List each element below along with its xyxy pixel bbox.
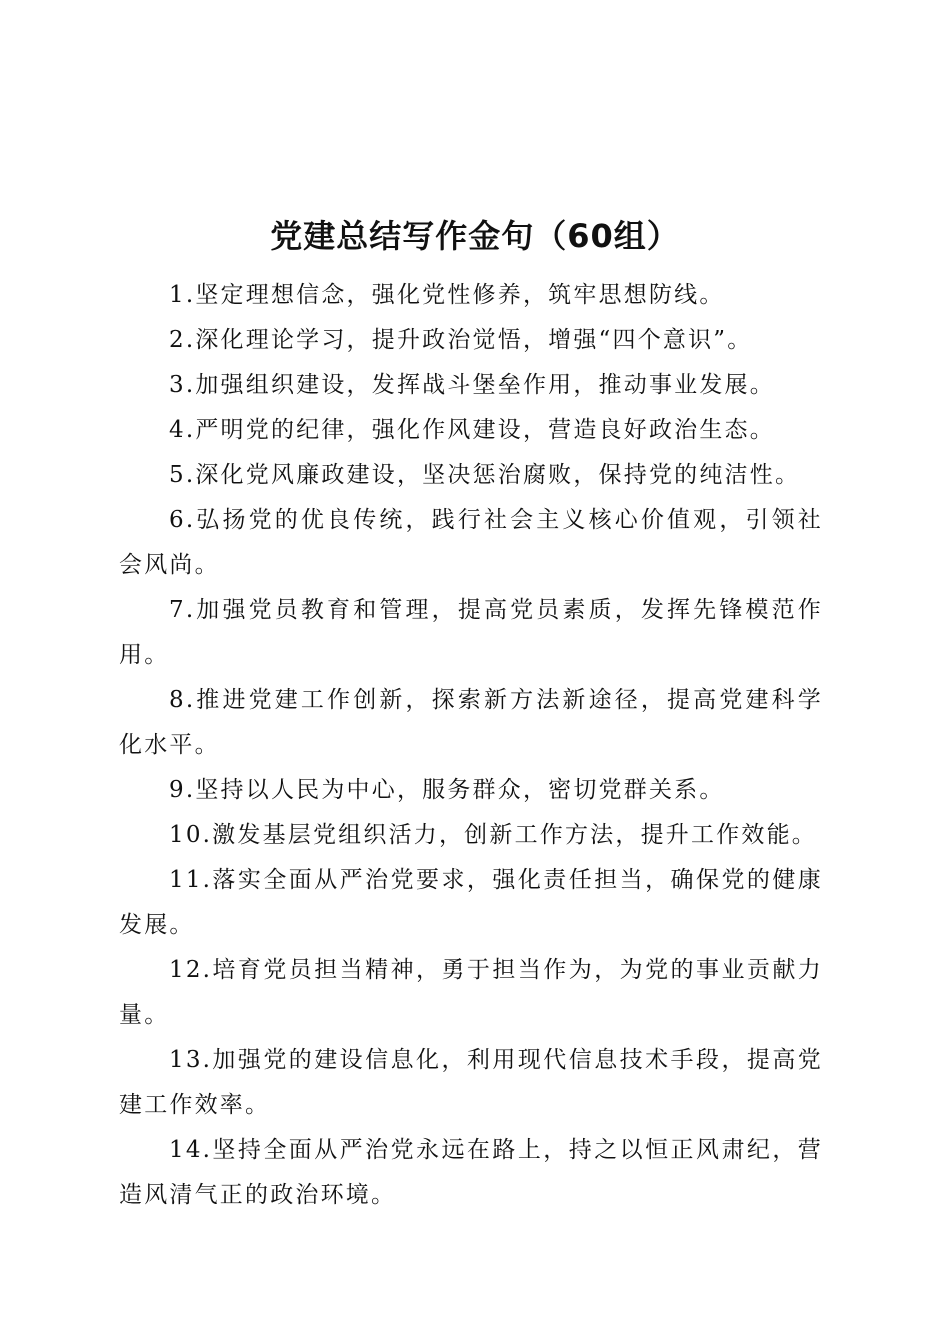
list-item: 5.深化党风廉政建设，坚决惩治腐败，保持党的纯洁性。	[169, 462, 801, 488]
list-item: 4.严明党的纪律，强化作风建设，营造良好政治生态。	[169, 417, 775, 443]
list-item: 10.激发基层党组织活力，创新工作方法，提升工作效能。	[169, 822, 817, 848]
list-item: 11.落实全面从严治党要求，强化责任担当，确保党的健康发展。	[119, 867, 823, 938]
list-item: 2.深化理论学习，提升政治觉悟，增强“四个意识”。	[169, 327, 753, 353]
list-item: 13.加强党的建设信息化，利用现代信息技术手段，提高党建工作效率。	[119, 1047, 823, 1118]
list-item: 12.培育党员担当精神，勇于担当作为，为党的事业贡献力量。	[119, 957, 823, 1028]
list-item: 7.加强党员教育和管理，提高党员素质，发挥先锋模范作用。	[119, 597, 823, 668]
list-item: 6.弘扬党的优良传统，践行社会主义核心价值观，引领社会风尚。	[119, 507, 823, 578]
document-title: 党建总结写作金句（60组）	[270, 217, 680, 255]
document-body	[119, 273, 823, 1218]
list-item: 9.坚持以人民为中心，服务群众，密切党群关系。	[169, 777, 725, 803]
list-item: 1.坚定理想信念，强化党性修养，筑牢思想防线。	[169, 282, 725, 308]
list-item: 3.加强组织建设，发挥战斗堡垒作用，推动事业发展。	[169, 372, 775, 398]
list-item: 8.推进党建工作创新，探索新方法新途径，提高党建科学化水平。	[119, 687, 823, 758]
list-item: 14.坚持全面从严治党永远在路上，持之以恒正风肃纪，营造风清气正的政治环境。	[119, 1137, 823, 1208]
